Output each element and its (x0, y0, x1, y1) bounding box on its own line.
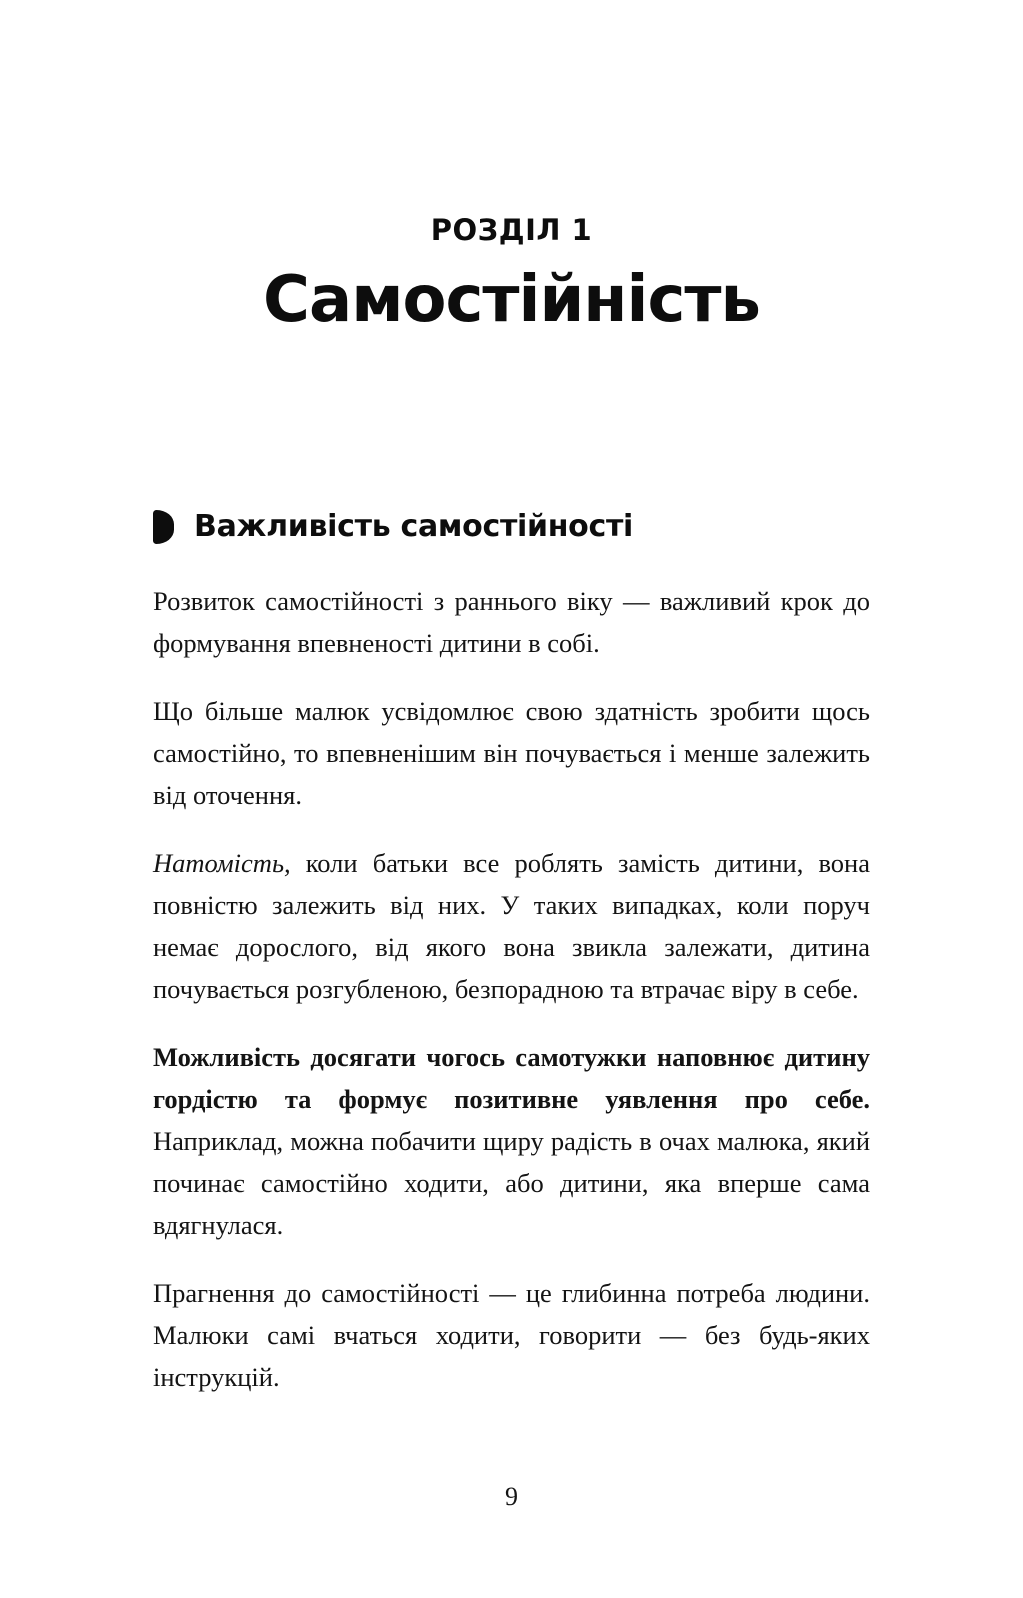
paragraph-text: коли батьки все роблять замість дитини, вона повністю залежить від них. У таких випадках, коли поруч немає дорослого, від якого вона звикла залежати, дитина почувається розгубленою, безпорадною та втрачає віру в себе. (153, 848, 870, 1004)
paragraph-text: Що більше малюк усвідомлює свою здатність зробити щось самостійно, то впевненішим він почувається і менше залежить від оточення. (153, 696, 870, 810)
section-heading-row (153, 509, 870, 544)
paragraph-lead-italic: Натомість, (153, 848, 291, 878)
chapter-label: РОЗДІЛ 1 (430, 213, 593, 247)
paragraph-lead-bold: Можливість досягати чогось самотужки наповнює дитину гордістю та формує позитивне уявлення про себе. (153, 1042, 870, 1114)
paragraph-text: Розвиток самостійності з раннього віку — важливий крок до формування впевненості дитини в собі. (153, 586, 870, 658)
paragraph (153, 1036, 870, 1246)
body-text (153, 580, 870, 1398)
paragraph-text: Наприклад, можна побачити щиру радість в очах малюка, який починає самостійно ходити, або дитини, яка вперше сама вдягнулася. (153, 1126, 870, 1240)
half-moon-bullet-icon (153, 510, 174, 544)
paragraph (153, 842, 870, 1010)
page-title: Самостійність (263, 263, 760, 337)
text-column (0, 213, 1023, 1398)
page-number: 9 (505, 1482, 518, 1511)
paragraph (153, 580, 870, 664)
paragraph-text: Прагнення до самостійності — це глибинна потреба людини. Малюки самі вчаться ходити, говорити — без будь-яких інструкцій. (153, 1278, 870, 1392)
paragraph (153, 690, 870, 816)
section-heading: Важливість самостійності (194, 509, 634, 544)
paragraph (153, 1272, 870, 1398)
